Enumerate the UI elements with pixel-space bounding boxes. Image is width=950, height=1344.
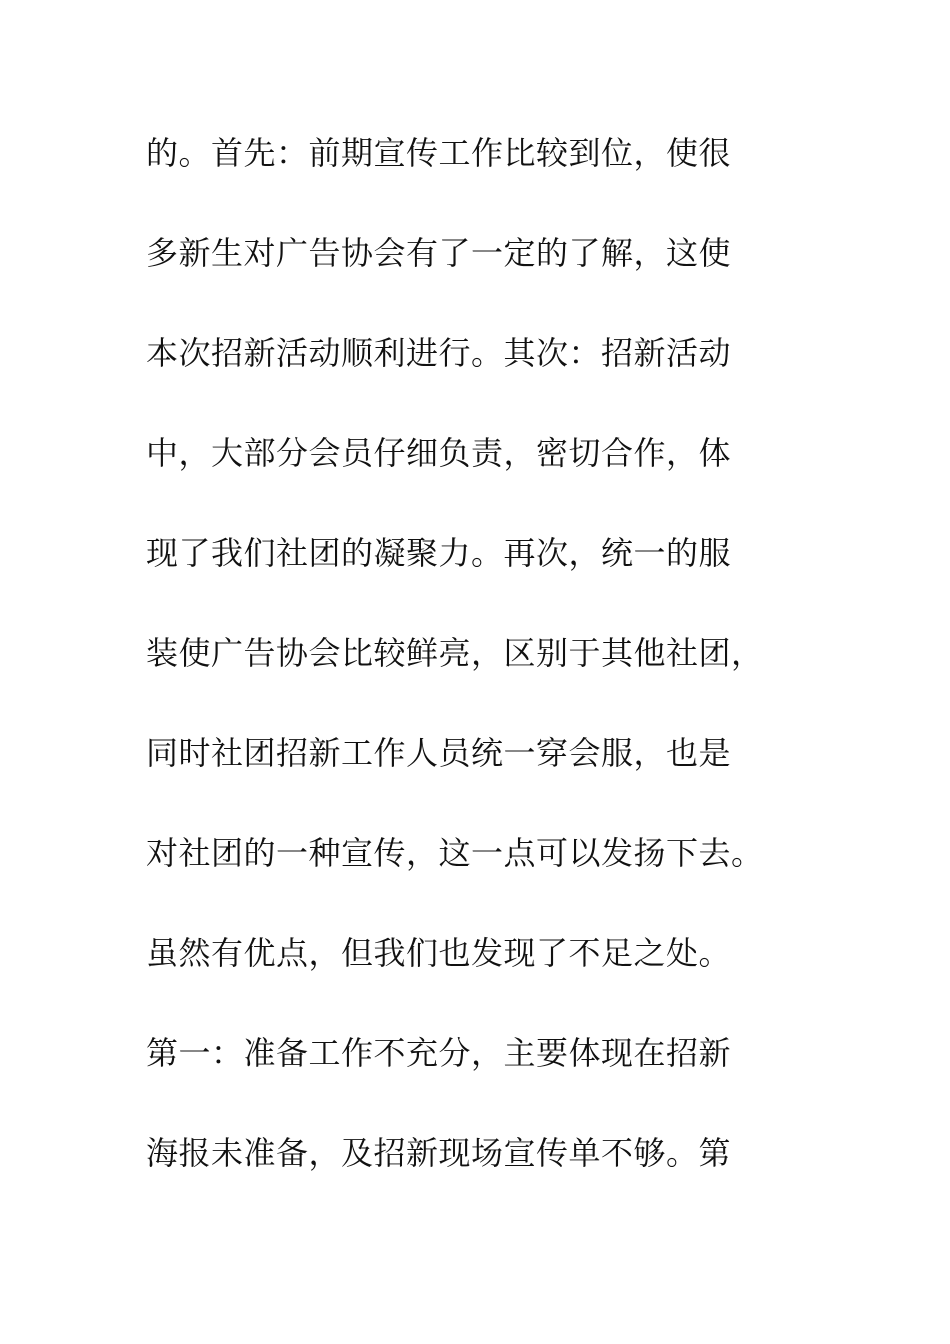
text-line: 的。首先：前期宣传工作比较到位，使很 (146, 134, 732, 172)
text-line: 海报未准备，及招新现场宣传单不够。第 (146, 1134, 732, 1172)
text-line: 同时社团招新工作人员统一穿会服，也是 (146, 734, 732, 772)
text-line: 对社团的一种宣传，这一点可以发扬下去。 (146, 834, 764, 872)
body-text (146, 128, 836, 1228)
text-line: 现了我们社团的凝聚力。再次，统一的服 (146, 534, 732, 572)
text-line: 虽然有优点，但我们也发现了不足之处。 (146, 934, 732, 972)
text-line: 多新生对广告协会有了一定的了解，这使 (146, 234, 732, 272)
text-line: 本次招新活动顺利进行。其次：招新活动 (146, 334, 732, 372)
text-line: 装使广告协会比较鲜亮，区别于其他社团， (146, 634, 764, 672)
text-line: 第一：准备工作不充分，主要体现在招新 (146, 1034, 732, 1072)
text-line: 中，大部分会员仔细负责，密切合作，体 (146, 434, 732, 472)
